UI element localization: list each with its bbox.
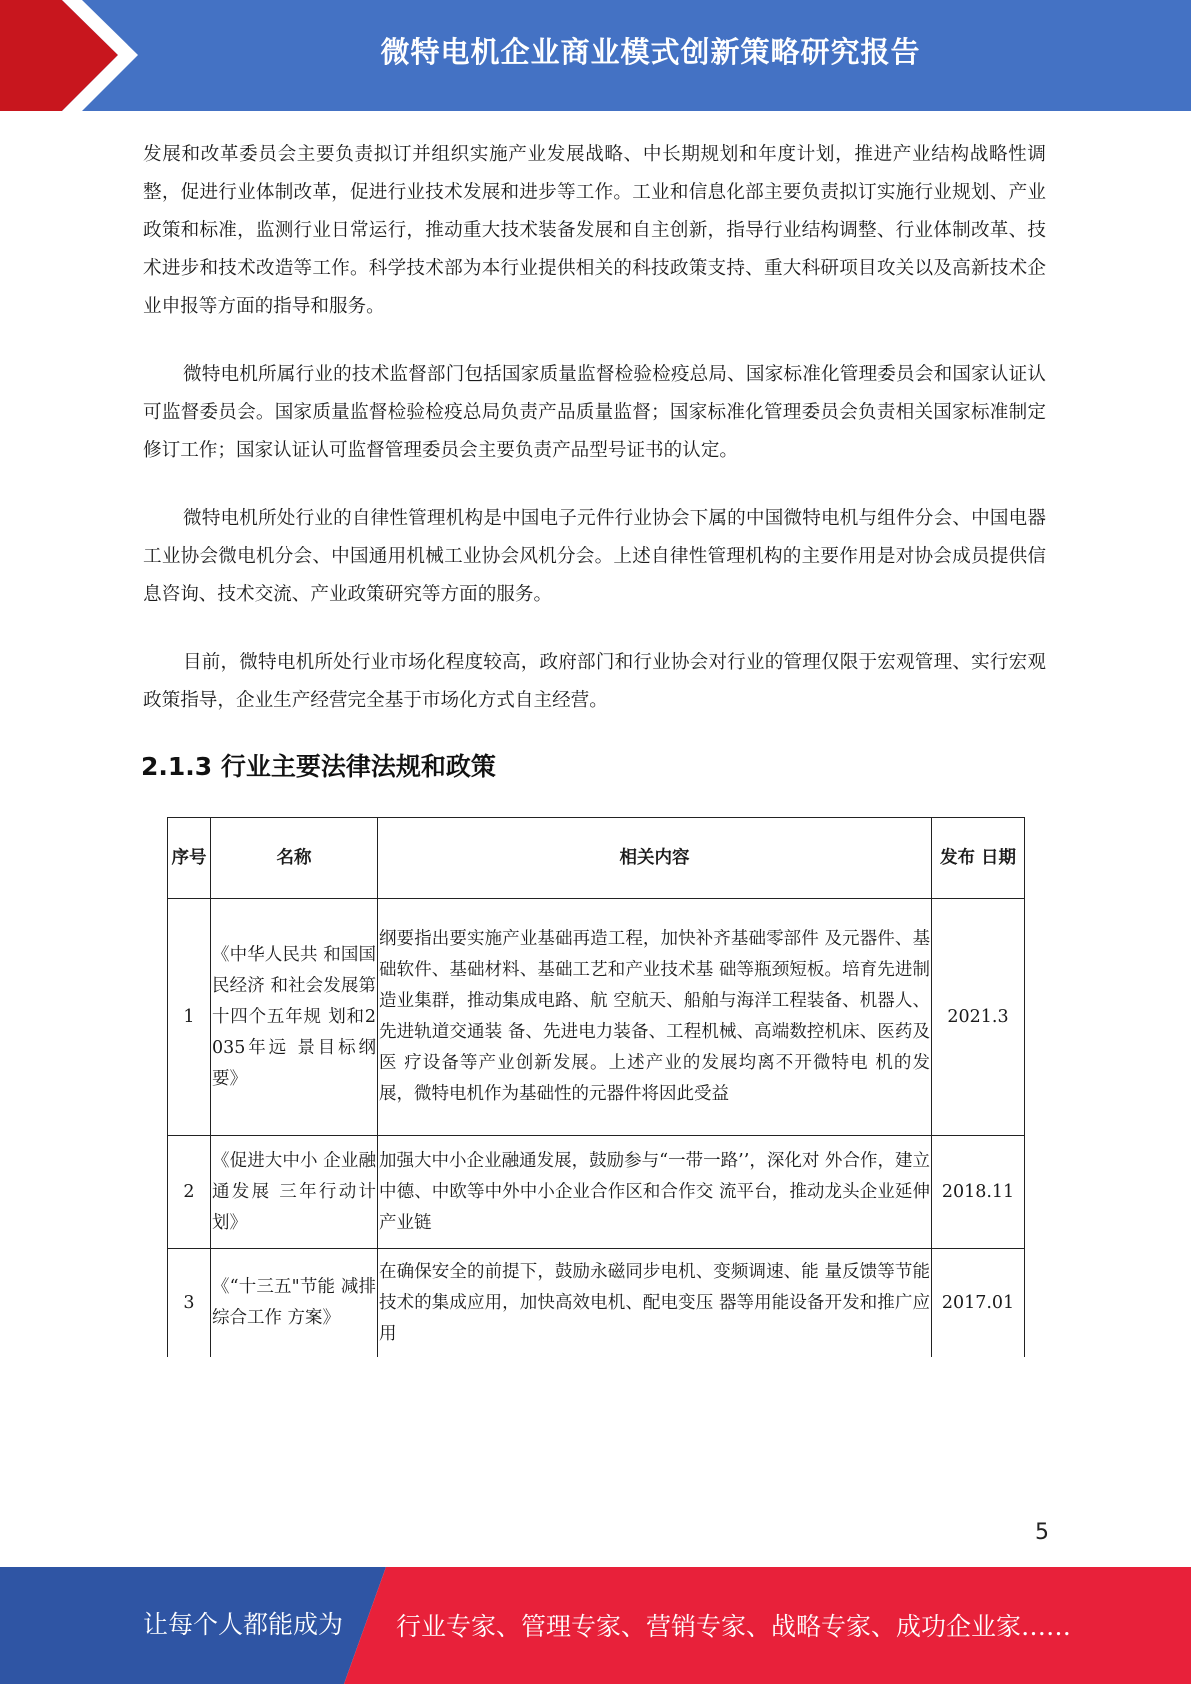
section-heading: 2.1.3 行业主要法律法规和政策 bbox=[141, 752, 496, 781]
page-footer bbox=[0, 1567, 1191, 1684]
row-content: 纲要指出要实施产业基础再造工程，加快补齐基础零部件 及元器件、基础软件、基础材料、基础工艺和产业技术基 础等瓶颈短板。培育先进制造业集群，推动集成电路、航 空航天、船舶与海洋工程装备、机器人、先进轨道交通装 备、先进电力装备、工程机械、高端数控机床、医药及医 疗设备等产业创新发展。上述产业的发展均离不开微特电 机的发展，微特电机作为基础性的元器件将因此受益 bbox=[378, 899, 932, 1136]
page-header bbox=[0, 0, 1191, 111]
row-name: 《中华人民共 和国国民经济 和社会发展第 十四个五年规 划和2035年远 景目标纲要》 bbox=[211, 899, 378, 1136]
paragraph-3: 微特电机所处行业的自律性管理机构是中国电子元件行业协会下属的中国微特电机与组件分会、中国电器工业协会微电机分会、中国通用机械工业协会风机分会。上述自律性管理机构的主要作用是对协会成员提供信息咨询、技术交流、产业政策研究等方面的服务。 bbox=[143, 508, 1046, 605]
header-name: 名称 bbox=[211, 818, 378, 899]
header-date: 发布 日期 bbox=[932, 818, 1025, 899]
row-num: 2 bbox=[168, 1136, 211, 1249]
row-num: 3 bbox=[168, 1249, 211, 1358]
row-content: 在确保安全的前提下，鼓励永磁同步电机、变频调速、能 量反馈等节能技术的集成应用，加快高效电机、配电变压 器等用能设备开发和推广应用 bbox=[378, 1249, 932, 1358]
paragraph-4: 目前，微特电机所处行业市场化程度较高，政府部门和行业协会对行业的管理仅限于宏观管理、实行宏观政策指导，企业生产经营完全基于市场化方式自主经营。 bbox=[143, 652, 1046, 711]
table-row bbox=[168, 899, 1025, 1136]
row-date: 2018.11 bbox=[932, 1136, 1025, 1249]
row-date: 2021.3 bbox=[932, 899, 1025, 1136]
row-content: 加强大中小企业融通发展，鼓励参与“一带一路’’，深化对 外合作，建立中德、中欧等中外中小企业合作区和合作交 流平台，推动龙头企业延伸产业链 bbox=[378, 1136, 932, 1249]
row-name: 《促进大中小 企业融通发展 三年行动计划》 bbox=[211, 1136, 378, 1249]
page-number: 5 bbox=[1035, 1520, 1049, 1545]
paragraph-2: 微特电机所属行业的技术监督部门包括国家质量监督检验检疫总局、国家标准化管理委员会和国家认证认可监督委员会。国家质量监督检验检疫总局负责产品质量监督；国家标准化管理委员会负责相关国家标准制定修订工作；国家认证认可监督管理委员会主要负责产品型号证书的认定。 bbox=[143, 364, 1046, 461]
paragraph-1: 发展和改革委员会主要负责拟订并组织实施产业发展战略、中长期规划和年度计划，推进产业结构战略性调整，促进行业体制改革，促进行业技术发展和进步等工作。工业和信息化部主要负责拟订实施行业规划、产业政策和标准，监测行业日常运行，推动重大技术装备发展和自主创新，指导行业结构调整、行业体制改革、技术进步和技术改造等工作。科学技术部为本行业提供相关的科技政策支持、重大科研项目攻关以及高新技术企业申报等方面的指导和服务。 bbox=[143, 144, 1046, 317]
header-content: 相关内容 bbox=[378, 818, 932, 899]
policy-table bbox=[167, 817, 1025, 1357]
report-title: 微特电机企业商业模式创新策略研究报告 bbox=[380, 35, 921, 69]
table-row bbox=[168, 1136, 1025, 1249]
footer-slogan-right: 行业专家、管理专家、营销专家、战略专家、成功企业家…… bbox=[396, 1612, 1072, 1641]
table-header-row bbox=[168, 818, 1025, 899]
row-date: 2017.01 bbox=[932, 1249, 1025, 1358]
table-row bbox=[168, 1249, 1025, 1358]
row-name: 《“十三五"节能 减排综合工作 方案》 bbox=[211, 1249, 378, 1358]
header-num: 序号 bbox=[168, 818, 211, 899]
row-num: 1 bbox=[168, 899, 211, 1136]
footer-slogan-left: 让每个人都能成为 bbox=[143, 1610, 344, 1639]
